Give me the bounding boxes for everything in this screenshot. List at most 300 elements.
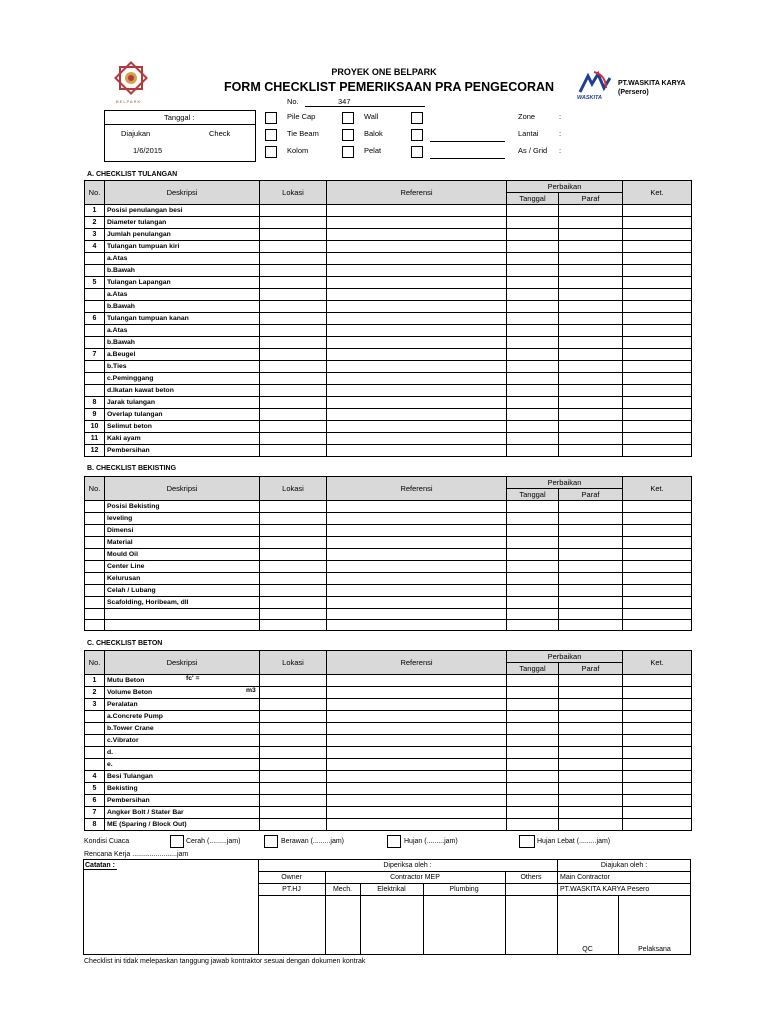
cell-tanggal[interactable]	[507, 217, 559, 229]
cell-paraf[interactable]	[559, 501, 623, 513]
cell-referensi[interactable]	[327, 735, 507, 747]
cell-tanggal[interactable]	[507, 421, 559, 433]
cell-ket[interactable]	[623, 229, 692, 241]
cell-ket[interactable]	[623, 771, 692, 783]
cell-referensi[interactable]	[327, 771, 507, 783]
cell-paraf[interactable]	[559, 397, 623, 409]
cell-referensi[interactable]	[327, 277, 507, 289]
cell-tanggal[interactable]	[507, 585, 559, 597]
cell-lokasi[interactable]	[260, 807, 327, 819]
cell-lokasi[interactable]	[260, 373, 327, 385]
cell-lokasi[interactable]	[260, 241, 327, 253]
row-description: Center Line	[105, 561, 260, 573]
cell-ket[interactable]	[623, 573, 692, 585]
cell-referensi[interactable]	[327, 229, 507, 241]
cell-lokasi[interactable]	[260, 501, 327, 513]
cell-paraf[interactable]	[559, 409, 623, 421]
cell-paraf[interactable]	[559, 265, 623, 277]
berawan-checkbox[interactable]	[264, 835, 278, 848]
cell-lokasi[interactable]	[260, 597, 327, 609]
cell-ket[interactable]	[623, 585, 692, 597]
cell-tanggal[interactable]	[507, 301, 559, 313]
cell-paraf[interactable]	[559, 675, 623, 687]
wall-checkbox[interactable]	[411, 112, 423, 124]
cell-paraf[interactable]	[559, 783, 623, 795]
cell-ket[interactable]	[623, 409, 692, 421]
cell-lokasi[interactable]	[260, 549, 327, 561]
cell-tanggal[interactable]	[507, 711, 559, 723]
cell-paraf[interactable]	[559, 711, 623, 723]
cell-tanggal[interactable]	[507, 573, 559, 585]
cell-paraf[interactable]	[559, 229, 623, 241]
cell-referensi[interactable]	[327, 675, 507, 687]
cell-tanggal[interactable]	[507, 229, 559, 241]
cell-referensi[interactable]	[327, 747, 507, 759]
cell-paraf[interactable]	[559, 585, 623, 597]
cell-lokasi[interactable]	[260, 205, 327, 217]
cell-ket[interactable]	[623, 620, 692, 631]
pthj-label: PT.HJ	[282, 886, 301, 893]
row-description: a.Atas	[105, 325, 260, 337]
cell-tanggal[interactable]	[507, 783, 559, 795]
cell-ket[interactable]	[623, 325, 692, 337]
diajukan-oleh-label: Diajukan oleh :	[600, 862, 648, 869]
cell-ket[interactable]	[623, 289, 692, 301]
waskita-logo	[576, 70, 616, 102]
cell-paraf[interactable]	[559, 313, 623, 325]
section-b-title: B. CHECKLIST BEKISTING	[87, 465, 177, 472]
cell-lokasi[interactable]	[260, 537, 327, 549]
pelat-checkbox-left[interactable]	[342, 146, 354, 158]
cell-lokasi[interactable]	[260, 217, 327, 229]
cell-referensi[interactable]	[327, 265, 507, 277]
table-row	[85, 687, 692, 699]
cell-referensi[interactable]	[327, 687, 507, 699]
cell-referensi[interactable]	[327, 337, 507, 349]
cell-ket[interactable]	[623, 361, 692, 373]
cell-tanggal[interactable]	[507, 361, 559, 373]
hujan-lebat-checkbox[interactable]	[519, 835, 535, 848]
cell-ket[interactable]	[623, 337, 692, 349]
row-number	[85, 609, 105, 620]
cell-referensi[interactable]	[327, 620, 507, 631]
cell-referensi[interactable]	[327, 325, 507, 337]
table-header-row	[85, 181, 692, 193]
cell-ket[interactable]	[623, 795, 692, 807]
cell-lokasi[interactable]	[260, 385, 327, 397]
pelat-checkbox[interactable]	[411, 146, 423, 158]
table-row	[85, 421, 692, 433]
balok-checkbox[interactable]	[411, 129, 423, 141]
cell-paraf[interactable]	[559, 819, 623, 831]
cell-ket[interactable]	[623, 277, 692, 289]
cell-ket[interactable]	[623, 301, 692, 313]
cell-ket[interactable]	[623, 501, 692, 513]
cell-tanggal[interactable]	[507, 723, 559, 735]
cell-lokasi[interactable]	[260, 747, 327, 759]
cell-tanggal[interactable]	[507, 289, 559, 301]
m3-label: m3	[246, 687, 256, 694]
cell-paraf[interactable]	[559, 277, 623, 289]
balok-label: Balok	[364, 129, 383, 138]
cell-referensi[interactable]	[327, 573, 507, 585]
cell-lokasi[interactable]	[260, 711, 327, 723]
cell-referensi[interactable]	[327, 537, 507, 549]
cell-ket[interactable]	[623, 699, 692, 711]
cell-lokasi[interactable]	[260, 783, 327, 795]
cell-paraf[interactable]	[559, 573, 623, 585]
cell-tanggal[interactable]	[507, 501, 559, 513]
row-number	[85, 747, 105, 759]
pile-cap-label: Pile Cap	[287, 112, 316, 121]
table-row	[85, 513, 692, 525]
cell-ket[interactable]	[623, 807, 692, 819]
cell-lokasi[interactable]	[260, 445, 327, 457]
cell-paraf[interactable]	[559, 561, 623, 573]
cell-referensi[interactable]	[327, 301, 507, 313]
no-value: 347	[338, 97, 351, 106]
cell-paraf[interactable]	[559, 620, 623, 631]
header-lokasi: Lokasi	[260, 651, 327, 675]
cell-tanggal[interactable]	[507, 795, 559, 807]
cell-tanggal[interactable]	[507, 513, 559, 525]
cell-lokasi[interactable]	[260, 277, 327, 289]
cell-ket[interactable]	[623, 675, 692, 687]
cell-ket[interactable]	[623, 783, 692, 795]
cell-referensi[interactable]	[327, 597, 507, 609]
cell-ket[interactable]	[623, 445, 692, 457]
cell-paraf[interactable]	[559, 525, 623, 537]
cell-tanggal[interactable]	[507, 687, 559, 699]
cell-paraf[interactable]	[559, 361, 623, 373]
header-tanggal: Tanggal	[507, 193, 559, 205]
cell-tanggal[interactable]	[507, 759, 559, 771]
cell-tanggal[interactable]	[507, 620, 559, 631]
cell-paraf[interactable]	[559, 687, 623, 699]
cell-referensi[interactable]	[327, 349, 507, 361]
cell-paraf[interactable]	[559, 433, 623, 445]
cell-lokasi[interactable]	[260, 349, 327, 361]
cell-paraf[interactable]	[559, 747, 623, 759]
cell-referensi[interactable]	[327, 549, 507, 561]
cell-ket[interactable]	[623, 373, 692, 385]
table-row	[85, 675, 692, 687]
header-no: No.	[85, 181, 105, 205]
row-description: a.Atas	[105, 253, 260, 265]
cell-ket[interactable]	[623, 421, 692, 433]
cell-ket[interactable]	[623, 609, 692, 620]
cerah-label: Cerah (.........jam)	[186, 838, 241, 845]
cell-referensi[interactable]	[327, 373, 507, 385]
cell-paraf[interactable]	[559, 217, 623, 229]
tie-beam-checkbox[interactable]	[265, 129, 277, 141]
cell-lokasi[interactable]	[260, 819, 327, 831]
cell-ket[interactable]	[623, 253, 692, 265]
cell-referensi[interactable]	[327, 723, 507, 735]
row-description: Volume Beton	[105, 687, 260, 699]
cell-lokasi[interactable]	[260, 313, 327, 325]
cell-tanggal[interactable]	[507, 549, 559, 561]
cell-tanggal[interactable]	[507, 433, 559, 445]
cell-tanggal[interactable]	[507, 699, 559, 711]
cell-tanggal[interactable]	[507, 445, 559, 457]
waskita-logo-text: WASKITA	[577, 95, 602, 101]
cell-referensi[interactable]	[327, 819, 507, 831]
cell-ket[interactable]	[623, 561, 692, 573]
wall-checkbox-left[interactable]	[342, 112, 354, 124]
cell-referensi[interactable]	[327, 585, 507, 597]
cell-paraf[interactable]	[559, 373, 623, 385]
cell-tanggal[interactable]	[507, 373, 559, 385]
cell-tanggal[interactable]	[507, 349, 559, 361]
cell-paraf[interactable]	[559, 807, 623, 819]
header-referensi: Referensi	[327, 651, 507, 675]
cell-ket[interactable]	[623, 241, 692, 253]
cell-paraf[interactable]	[559, 759, 623, 771]
cell-tanggal[interactable]	[507, 277, 559, 289]
cell-referensi[interactable]	[327, 501, 507, 513]
cell-tanggal[interactable]	[507, 747, 559, 759]
cell-lokasi[interactable]	[260, 265, 327, 277]
cell-ket[interactable]	[623, 819, 692, 831]
cell-ket[interactable]	[623, 397, 692, 409]
row-number: 4	[85, 771, 105, 783]
cell-referensi[interactable]	[327, 609, 507, 620]
cell-referensi[interactable]	[327, 525, 507, 537]
company-name: PT.WASKITA KARYA	[618, 80, 686, 87]
cell-lokasi[interactable]	[260, 301, 327, 313]
cell-paraf[interactable]	[559, 609, 623, 620]
header-perbaikan: Perbaikan	[507, 181, 623, 193]
cell-paraf[interactable]	[559, 205, 623, 217]
lantai-label: Lantai	[518, 129, 539, 138]
cell-tanggal[interactable]	[507, 397, 559, 409]
tanggal-label: Tanggal :	[164, 113, 195, 122]
pelaksana-label: Pelaksana	[638, 946, 671, 953]
pile-cap-checkbox[interactable]	[265, 112, 277, 124]
row-description: d.Ikatan kawat beton	[105, 385, 260, 397]
cell-lokasi[interactable]	[260, 229, 327, 241]
cell-lokasi[interactable]	[260, 513, 327, 525]
cell-referensi[interactable]	[327, 711, 507, 723]
row-number: 8	[85, 397, 105, 409]
cell-lokasi[interactable]	[260, 759, 327, 771]
cell-tanggal[interactable]	[507, 735, 559, 747]
cell-tanggal[interactable]	[507, 525, 559, 537]
cell-referensi[interactable]	[327, 217, 507, 229]
cell-paraf[interactable]	[559, 771, 623, 783]
cell-tanggal[interactable]	[507, 819, 559, 831]
cell-ket[interactable]	[623, 217, 692, 229]
cell-tanggal[interactable]	[507, 609, 559, 620]
cell-referensi[interactable]	[327, 445, 507, 457]
cell-ket[interactable]	[623, 735, 692, 747]
cell-ket[interactable]	[623, 349, 692, 361]
cell-lokasi[interactable]	[260, 289, 327, 301]
hujan-checkbox[interactable]	[387, 835, 401, 848]
cell-tanggal[interactable]	[507, 675, 559, 687]
header-paraf: Paraf	[559, 663, 623, 675]
row-number: 7	[85, 807, 105, 819]
cell-referensi[interactable]	[327, 289, 507, 301]
cell-lokasi[interactable]	[260, 337, 327, 349]
cell-paraf[interactable]	[559, 513, 623, 525]
cell-ket[interactable]	[623, 759, 692, 771]
cell-ket[interactable]	[623, 537, 692, 549]
cell-tanggal[interactable]	[507, 409, 559, 421]
row-number: 1	[85, 205, 105, 217]
main-contractor-label: Main Contractor	[560, 874, 610, 881]
cell-ket[interactable]	[623, 313, 692, 325]
cell-lokasi[interactable]	[260, 325, 327, 337]
cell-paraf[interactable]	[559, 537, 623, 549]
row-number: 3	[85, 699, 105, 711]
cell-lokasi[interactable]	[260, 433, 327, 445]
cell-ket[interactable]	[623, 549, 692, 561]
disclaimer: Checklist ini tidak melepaskan tanggung jawab kontraktor sesuai dengan dokumen kontrak	[84, 958, 366, 965]
cell-ket[interactable]	[623, 265, 692, 277]
cell-paraf[interactable]	[559, 735, 623, 747]
cell-paraf[interactable]	[559, 301, 623, 313]
cell-ket[interactable]	[623, 525, 692, 537]
header-deskripsi: Deskripsi	[105, 477, 260, 501]
cell-tanggal[interactable]	[507, 205, 559, 217]
cell-tanggal[interactable]	[507, 807, 559, 819]
cell-lokasi[interactable]	[260, 409, 327, 421]
row-number: 8	[85, 819, 105, 831]
cell-lokasi[interactable]	[260, 771, 327, 783]
cell-referensi[interactable]	[327, 513, 507, 525]
cell-lokasi[interactable]	[260, 585, 327, 597]
cell-tanggal[interactable]	[507, 265, 559, 277]
cell-referensi[interactable]	[327, 385, 507, 397]
header-deskripsi: Deskripsi	[105, 651, 260, 675]
cell-referensi[interactable]	[327, 795, 507, 807]
cell-tanggal[interactable]	[507, 561, 559, 573]
row-description: Mutu Beton	[105, 675, 260, 687]
cell-lokasi[interactable]	[260, 421, 327, 433]
row-description: Mould Oil	[105, 549, 260, 561]
cell-paraf[interactable]	[559, 337, 623, 349]
cell-referensi[interactable]	[327, 783, 507, 795]
cell-tanggal[interactable]	[507, 537, 559, 549]
cell-tanggal[interactable]	[507, 325, 559, 337]
no-label: No.	[287, 97, 299, 106]
row-description: Tulangan tumpuan kiri	[105, 241, 260, 253]
cell-lokasi[interactable]	[260, 561, 327, 573]
table-header-row	[85, 477, 692, 489]
cell-paraf[interactable]	[559, 597, 623, 609]
cell-ket[interactable]	[623, 205, 692, 217]
row-number	[85, 301, 105, 313]
cell-lokasi[interactable]	[260, 699, 327, 711]
checklist-bekisting-table	[84, 476, 692, 631]
cell-referensi[interactable]	[327, 253, 507, 265]
cell-paraf[interactable]	[559, 349, 623, 361]
cell-lokasi[interactable]	[260, 620, 327, 631]
cell-referensi[interactable]	[327, 433, 507, 445]
cell-ket[interactable]	[623, 687, 692, 699]
cell-referensi[interactable]	[327, 807, 507, 819]
cell-referensi[interactable]	[327, 409, 507, 421]
row-number	[85, 289, 105, 301]
cell-lokasi[interactable]	[260, 609, 327, 620]
cell-referensi[interactable]	[327, 241, 507, 253]
cell-referensi[interactable]	[327, 421, 507, 433]
cell-referensi[interactable]	[327, 561, 507, 573]
kolom-checkbox[interactable]	[265, 146, 277, 158]
cell-lokasi[interactable]	[260, 361, 327, 373]
cell-ket[interactable]	[623, 711, 692, 723]
header-ket: Ket.	[623, 651, 692, 675]
cell-lokasi[interactable]	[260, 525, 327, 537]
cell-referensi[interactable]	[327, 205, 507, 217]
cell-ket[interactable]	[623, 723, 692, 735]
cell-tanggal[interactable]	[507, 253, 559, 265]
kolom-label: Kolom	[287, 146, 309, 155]
cell-paraf[interactable]	[559, 289, 623, 301]
cell-tanggal[interactable]	[507, 385, 559, 397]
table-row	[85, 217, 692, 229]
row-number	[85, 759, 105, 771]
cell-paraf[interactable]	[559, 325, 623, 337]
cell-paraf[interactable]	[559, 699, 623, 711]
cell-ket[interactable]	[623, 513, 692, 525]
section-a-title: A. CHECKLIST TULANGAN	[87, 171, 178, 178]
cell-lokasi[interactable]	[260, 735, 327, 747]
cell-ket[interactable]	[623, 597, 692, 609]
cell-paraf[interactable]	[559, 549, 623, 561]
cerah-checkbox[interactable]	[170, 835, 184, 848]
cell-paraf[interactable]	[559, 723, 623, 735]
cell-tanggal[interactable]	[507, 337, 559, 349]
form-title: FORM CHECKLIST PEMERIKSAAN PRA PENGECORAN	[223, 80, 555, 94]
cell-paraf[interactable]	[559, 421, 623, 433]
cell-ket[interactable]	[623, 433, 692, 445]
cell-tanggal[interactable]	[507, 771, 559, 783]
cell-tanggal[interactable]	[507, 597, 559, 609]
cell-referensi[interactable]	[327, 759, 507, 771]
cell-paraf[interactable]	[559, 445, 623, 457]
cell-referensi[interactable]	[327, 397, 507, 409]
cell-lokasi[interactable]	[260, 253, 327, 265]
cell-tanggal[interactable]	[507, 313, 559, 325]
row-description: a.Beugel	[105, 349, 260, 361]
balok-checkbox-left[interactable]	[342, 129, 354, 141]
cell-ket[interactable]	[623, 385, 692, 397]
cell-referensi[interactable]	[327, 699, 507, 711]
qc-label: QC	[582, 946, 593, 953]
cell-tanggal[interactable]	[507, 241, 559, 253]
cell-paraf[interactable]	[559, 253, 623, 265]
cell-lokasi[interactable]	[260, 573, 327, 585]
table-row	[85, 337, 692, 349]
cell-paraf[interactable]	[559, 241, 623, 253]
cell-lokasi[interactable]	[260, 397, 327, 409]
cell-lokasi[interactable]	[260, 723, 327, 735]
cell-ket[interactable]	[623, 747, 692, 759]
cell-lokasi[interactable]	[260, 687, 327, 699]
cell-lokasi[interactable]	[260, 795, 327, 807]
cell-lokasi[interactable]	[260, 675, 327, 687]
row-description: b.Bawah	[105, 301, 260, 313]
cell-paraf[interactable]	[559, 385, 623, 397]
cell-paraf[interactable]	[559, 795, 623, 807]
table-row	[85, 397, 692, 409]
cell-referensi[interactable]	[327, 313, 507, 325]
cell-referensi[interactable]	[327, 361, 507, 373]
table-row	[85, 771, 692, 783]
